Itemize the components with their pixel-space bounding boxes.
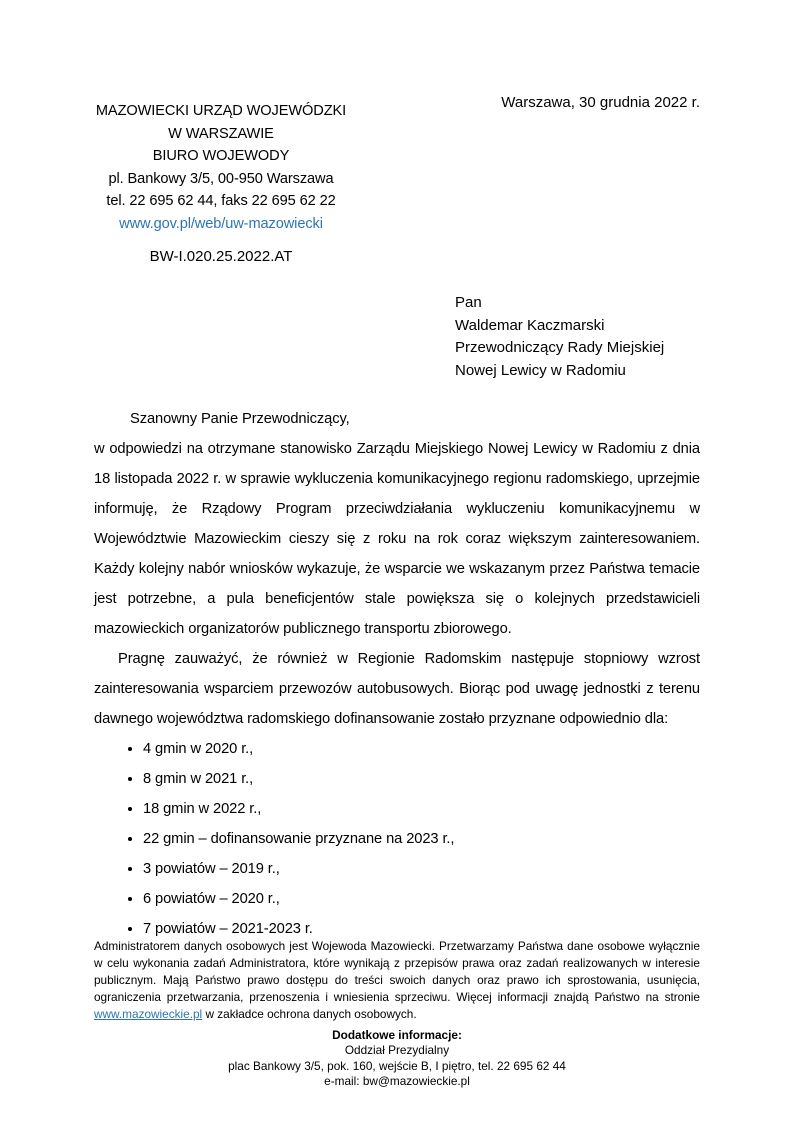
date-line: Warszawa, 30 grudnia 2022 r. (501, 94, 700, 111)
list-item: • 6 powiatów – 2020 r., (143, 884, 700, 914)
list-item: • 18 gmin w 2022 r., (143, 794, 700, 824)
list-item: • 8 gmin w 2021 r., (143, 764, 700, 794)
additional-info-address: plac Bankowy 3/5, pok. 160, wejście B, I piętro, tel. 22 695 62 44 (228, 1058, 566, 1073)
additional-info-department: Oddział Prezydialny (344, 1043, 450, 1058)
letterhead-org-city: W WARSZAWIE (168, 125, 274, 142)
privacy-text-before: Administratorem danych osobowych jest Wojewoda Mazowiecki. Przetwarzamy Państwa dane osobowe wyłącznie w celu wykonania zadań Administratora, które wynikają z przepisów prawa oraz zadań realizowanych w interesie publicznym. Mają Państwo prawo dostępu do treści swoich danych oraz prawo ich sprostowania, usunięcia, ograniczenia przetwarzania, przenoszenia i wniesienia sprzeciwu. Więcej informacji znajdą Państwo na stronie (94, 939, 700, 1004)
letterhead-website-link[interactable]: www.gov.pl/web/uw-mazowiecki (119, 215, 323, 232)
letterhead-address: pl. Bankowy 3/5, 00-950 Warszawa (108, 170, 334, 187)
recipient-organization: Nowej Lewicy w Radomiu (455, 361, 626, 379)
list-item: • 7 powiatów – 2021-2023 r. (143, 914, 700, 944)
paragraph-2: Pragnę zauważyć, że również w Regionie Radomskim następuje stopniowy wzrost zainteresowania wsparciem przewozów autobusowych. Biorąc pod uwagę jednostki z terenu dawnego województwa radomskiego dofinansowanie zostało przyznane odpowiednio dla: (94, 651, 700, 727)
privacy-notice (94, 938, 700, 1023)
recipient-salutation-word: Pan (455, 294, 482, 311)
privacy-website-link[interactable]: www.mazowieckie.pl (94, 1007, 203, 1021)
letter-footer (94, 938, 700, 1090)
salutation: Szanowny Panie Przewodniczący, (130, 411, 350, 427)
funding-bullet-list (94, 734, 700, 944)
recipient-name: Waldemar Kaczmarski (455, 316, 605, 334)
additional-info-heading: Dodatkowe informacje: (332, 1028, 462, 1042)
paragraph-1: w odpowiedzi na otrzymane stanowisko Zarządu Miejskiego Nowej Lewicy w Radomiu z dnia 18 listopada 2022 r. w sprawie wykluczenia komunikacyjnego regionu radomskiego, uprzejmie informuję, że Rządowy Program przeciwdziałania wykluczeniu komunikacyjnemu w Województwie Mazowieckim cieszy się z roku na rok coraz większym zainteresowaniem. Każdy kolejny nabór wniosków wykazuje, że wsparcie we wskazanym przez Państwa temacie jest potrzebne, a pula beneficjentów stale powiększa się o kolejnych przedstawicieli mazowieckich organizatorów publicznego transportu zbiorowego. (94, 441, 700, 637)
letter-body (94, 404, 700, 944)
letterhead-phone-fax: tel. 22 695 62 44, faks 22 695 62 22 (106, 193, 336, 209)
list-item: • 4 gmin w 2020 r., (143, 734, 700, 764)
additional-info-email: e-mail: bw@mazowieckie.pl (324, 1074, 470, 1089)
additional-info-block (94, 1028, 700, 1090)
letterhead (68, 100, 374, 235)
recipient-title: Przewodniczący Rady Miejskiej (455, 339, 665, 357)
letterhead-office: BIURO WOJEWODY (152, 148, 290, 164)
recipient-block (455, 292, 664, 382)
letterhead-org-name: MAZOWIECKI URZĄD WOJEWÓDZKI (95, 103, 347, 119)
reference-number: BW-I.020.25.2022.AT (149, 248, 293, 265)
list-item: • 22 gmin – dofinansowanie przyznane na 2023 r., (143, 824, 700, 854)
privacy-text-after: w zakładce ochrona danych osobowych. (202, 1007, 417, 1021)
list-item: • 3 powiatów – 2019 r., (143, 854, 700, 884)
